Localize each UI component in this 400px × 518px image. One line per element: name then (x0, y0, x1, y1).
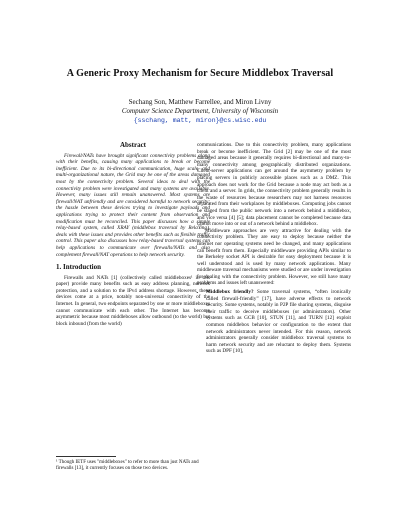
bullet-label: Middlebox friendly? (206, 289, 254, 296)
right-paragraph-1: communications. Due to this connectivity problem, many applications break or become inefficient. The Grid [2] may be one of the most damaged areas because it generally requires bi-directional and many-to-many connectivity among geographically distributed organizations. Client-server applications can get around the asymmetry problem by placing servers in publicly accessible places such as a DMZ. This approach does not work for the Grid because a node may act both as a client and a server. In grids, the connectivity problem generally results in the waste of resources because researchers may not harness resources separated from their workplaces by middleboxes. Computing jobs cannot be staged from the public network into a network behind a middlebox, and vice versa [4] [5]; data placement cannot be completed because data cannot move into or out of a network behind a middlebox. (197, 142, 351, 228)
paper-title: A Generic Proxy Mechanism for Secure Middlebox Traversal (66, 68, 334, 79)
introduction-text: Firewalls and NATs [1] (collectively called middleboxes¹ in this paper) provide many benefits such as easy address planning, network protection, and a solution to the IPv4 address shortage. However, these devices come at a price, notably non-universal connectivity of the Internet. In general, two endpoints separated by one or more middleboxes cannot communicate with each other. The Internet has become asymmetric because most middleboxes allow outbound (to the world) but block inbound (from the world) (56, 274, 210, 327)
footnote-text: ¹ Though IETF uses "middleboxes" to refer to more than just NATs and firewalls [13], it currently focuses on those two devices. (56, 460, 199, 472)
footnote (56, 456, 210, 472)
issue-list (197, 289, 351, 355)
footnote-rule (56, 456, 116, 457)
author-names: Sechang Son, Matthew Farrellee, and Miron Livny (128, 98, 272, 106)
abstract-heading: Abstract (119, 141, 147, 149)
right-column (197, 142, 351, 355)
abstract-text: Firewall/NATs have brought significant connectivity problems along with their benefits, causing many applications to break or become inefficient. Due to its bi-directional communication, huge scale, and multi-organizational nature, the Grid may be one of the areas damaged most by the connectivity problem. Several ideas to deal with the connectivity problem were investigated and many systems are available. However, many issues still remain unanswered. Most systems are firewall/NAT unfriendly and are considered harmful to network security; the hassle between these devices trying to investigate payloads and applications trying to protect their content from observation and modification must be reconciled. This paper discusses how a simple relay-based system, called XRAY (middlebox traversal by RelaYing), deals with these issues and provides other benefits such as flexible traffic control. This paper also discusses how relay-based traversal systems can help applications to communicate over firewalls/NATs and also complement firewall/NAT operations to help network security. (56, 152, 210, 258)
introduction-heading: 1. Introduction (56, 263, 101, 272)
right-paragraph-2: Middleware approaches are very attractive for dealing with the connectivity problem. They are easy to deploy because neither the Internet nor operating systems need be changed, and many applications can benefit from them. Especially middleware providing APIs similar to the Berkeley socket API is desirable for easy deployment because it is well understood and is used by many network applications. Many middleware traversal mechanisms were studied or are under investigation for dealing with the connectivity problem. However, we still have many problems and issues left unanswered: (197, 227, 351, 287)
author-email[interactable]: {sschang, matt, miron}@cs.wisc.edu (133, 117, 267, 124)
affiliation: Computer Science Department, University of Wisconsin (121, 107, 279, 115)
bullet-text: Some traversal systems, “often ironically called firewall-friendly” [17], have adverse effects to network security. Some systems, notably in P2P file sharing systems, disguise their traffic to deceive middleboxes (or administrators). Other systems such as GCB [10], STUN [11], and TURN [12] exploit common middlebox behavior or configuration to the extent that network administrators never intended. For this reason, network administrators generally consider middlebox traversal systems to harm network security and are reluctant to deploy them. Systems such as DPF [10], (206, 289, 351, 355)
left-column (56, 142, 210, 327)
list-item (206, 289, 351, 355)
author-block (0, 98, 400, 125)
